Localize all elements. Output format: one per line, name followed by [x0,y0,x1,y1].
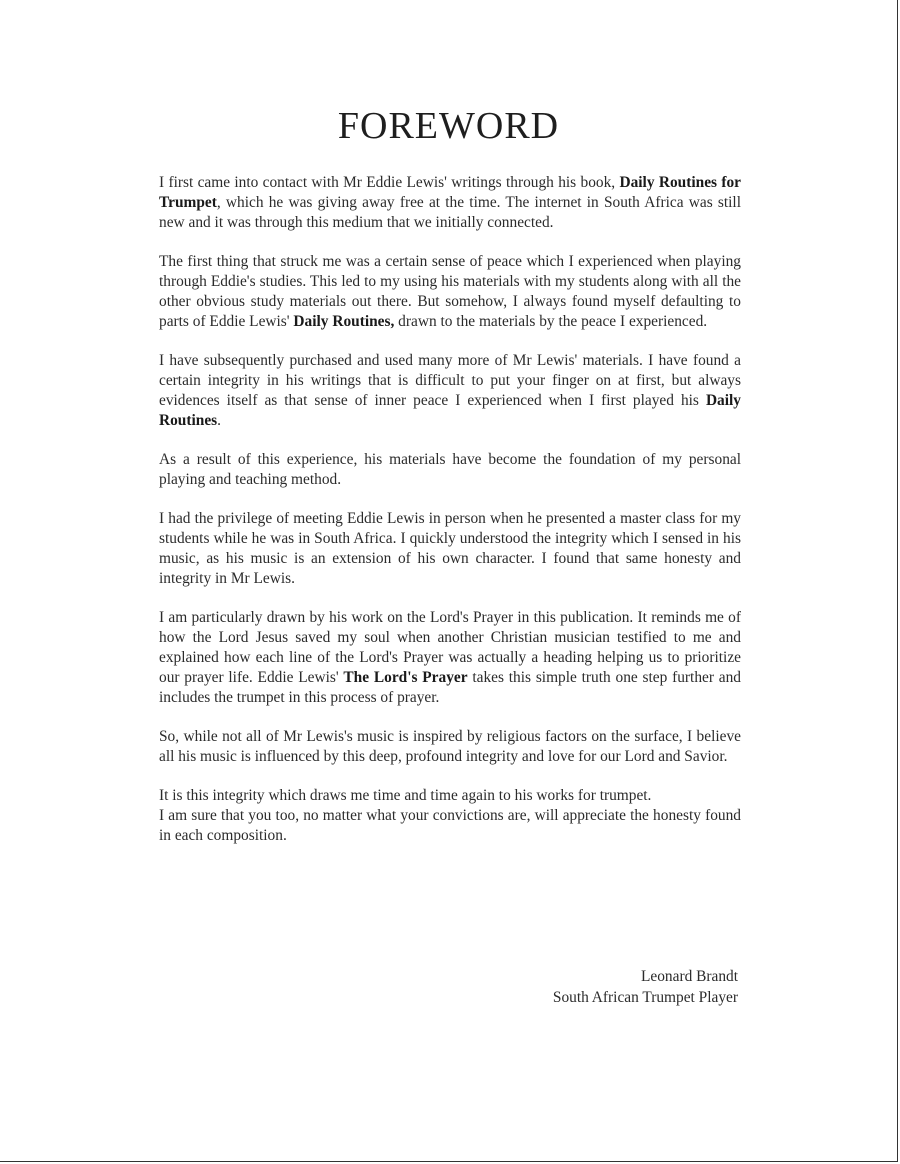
book-title-lords-prayer: The Lord's Prayer [343,669,468,686]
foreword-body [159,173,741,865]
paragraph-1-text-a: I first came into contact with Mr Eddie Lewis' writings through his book, [159,174,620,191]
paragraph-6 [159,608,741,708]
book-title-daily-routines-for-trumpet: Daily Routines for Trumpet [159,174,741,211]
signature-name: Leonard Brandt [640,968,738,985]
paragraph-8-line-1: It is this integrity which draws me time and time again to his works for trumpet. [159,787,652,804]
paragraph-3-text-c: . [217,412,222,429]
paragraph-6-text-a: I am particularly drawn by his work on the Lord's Prayer in this publication. It reminds me of how the Lord Jesus saved my soul when another Christian musician testified to me and explained how each line of the Lord's Prayer was actually a heading helping us to prioritize our prayer life. Eddie Lewis' [159,609,741,686]
paragraph-5: I had the privilege of meeting Eddie Lewis in person when he presented a master class for my students while he was in South Africa. I quickly understood the integrity which I sensed in his music, as his music is an extension of his own character. I found that same honesty and integrity in Mr Lewis. [159,510,741,587]
book-title-daily-routines-2: Daily Routines [159,392,741,429]
paragraph-2-text-c: drawn to the materials by the peace I experienced. [394,313,708,330]
paragraph-6-text-c: takes this simple truth one step further and includes the trumpet in this process of prayer. [159,669,741,706]
paragraph-2 [159,252,741,332]
paragraph-4: As a result of this experience, his materials have become the foundation of my personal playing and teaching method. [159,451,741,488]
signature-block [553,966,738,1008]
paragraph-1-text-c: , which he was giving away free at the time. The internet in South Africa was still new and it was through this medium that we initially connected. [159,194,741,231]
paragraph-2-text-a: The first thing that struck me was a certain sense of peace which I experienced when playing through Eddie's studies. This led to my using his materials with my students along with all the other obvious study materials out there. But somehow, I always found myself defaulting to parts of Eddie Lewis' [159,253,741,330]
signature-role: South African Trumpet Player [552,989,738,1006]
paragraph-3 [159,351,741,431]
book-title-daily-routines: Daily Routines, [293,313,395,330]
paragraph-8-line-2: I am sure that you too, no matter what your convictions are, will appreciate the honesty found in each composition. [159,807,741,844]
paragraph-1 [159,173,741,233]
page-title: FOREWORD [337,105,560,147]
paragraph-3-text-a: I have subsequently purchased and used many more of Mr Lewis' materials. I have found a certain integrity in his writings that is difficult to put your finger on at first, but always evidences itself as that sense of inner peace I experienced when I first played his [159,352,741,409]
paragraph-7: So, while not all of Mr Lewis's music is inspired by religious factors on the surface, I believe all his music is influenced by this deep, profound integrity and love for our Lord and Savior. [159,728,741,765]
